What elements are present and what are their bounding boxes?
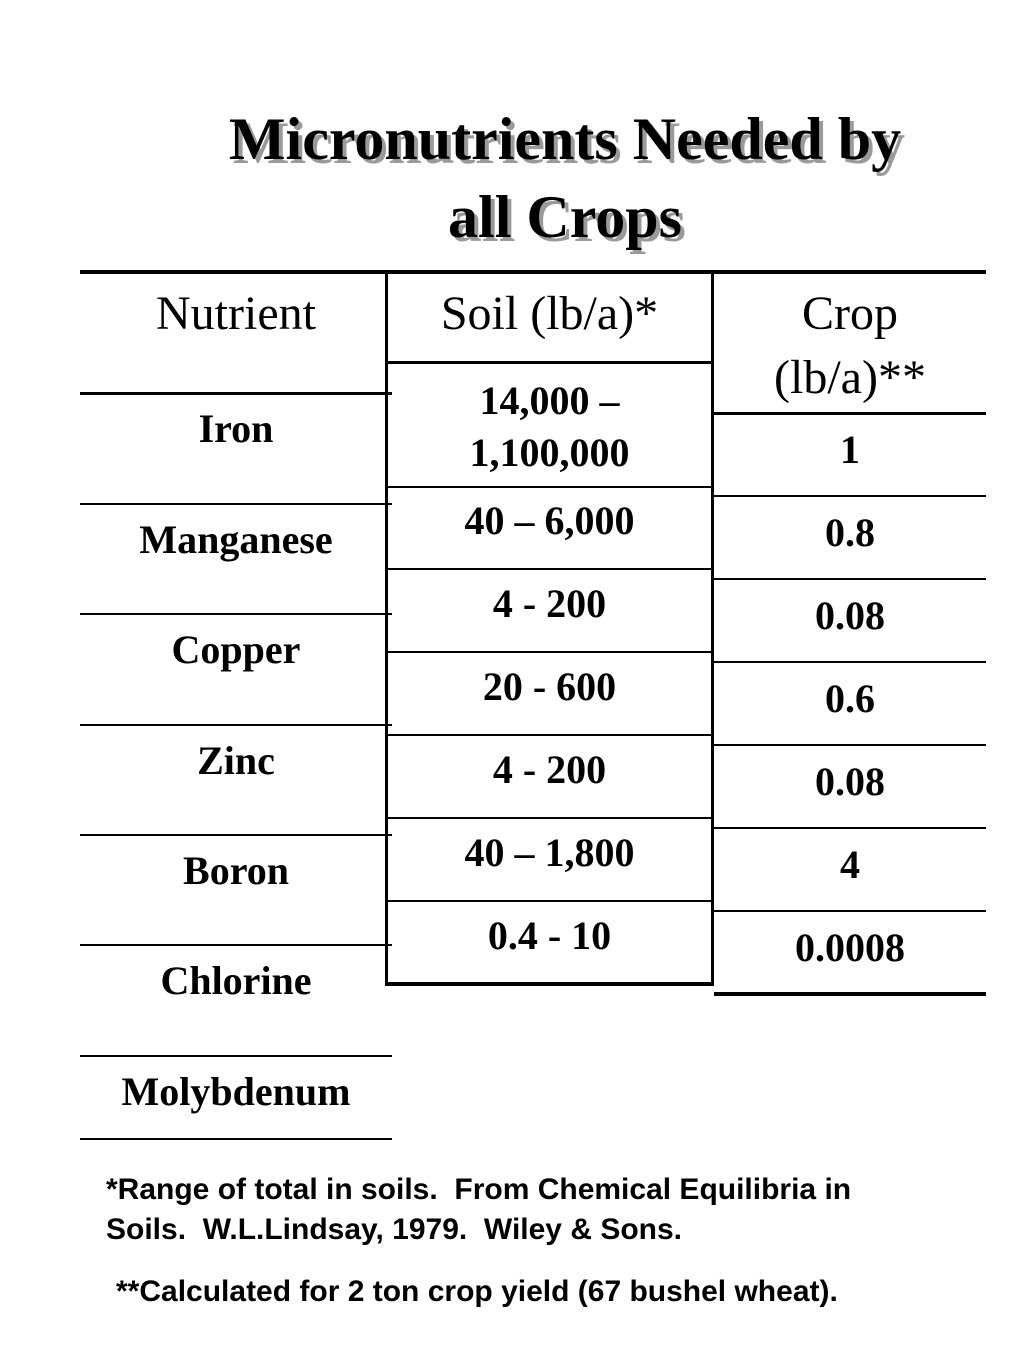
crop-row-rule — [714, 910, 986, 912]
soil-cell: 40 – 1,800 — [464, 830, 635, 875]
soil-row-rule — [385, 817, 714, 819]
nutrient-cell: Molybdenum — [121, 1069, 351, 1114]
crop-footnote: **Calculated for 2 ton crop yield (67 bushel wheat). — [116, 1275, 838, 1308]
crop-row-rule — [714, 495, 986, 497]
crop-row-rule — [714, 744, 986, 746]
soil-footnote-line-1: *Range of total in soils. From Chemical Equilibria in — [106, 1173, 852, 1206]
crop-cell: 0.8 — [825, 510, 875, 555]
soil-row-rule — [385, 900, 714, 902]
header-soil: Soil (lb/a)* — [440, 287, 659, 340]
header-crop-line-1: Crop — [802, 287, 898, 340]
nutrient-header-rule — [80, 392, 392, 395]
soil-cell: 4 - 200 — [492, 747, 607, 792]
crop-cell: 4 — [840, 842, 860, 887]
crop-row-rule — [714, 827, 986, 829]
soil-cell: 4 - 200 — [492, 581, 607, 626]
crop-row-rule — [714, 661, 986, 663]
header-crop-line-2: (lb/a)** — [774, 351, 926, 404]
soil-cell: 14,000 – 1,100,000 — [469, 378, 630, 475]
crop-bottom-rule — [714, 992, 986, 996]
crop-cell: 0.08 — [815, 759, 885, 804]
nutrient-cell: Manganese — [139, 517, 333, 562]
nutrient-cell: Copper — [171, 627, 301, 672]
soil-cell: 20 - 600 — [482, 664, 617, 709]
nutrient-row-rule — [80, 1055, 392, 1057]
nutrient-row-rule — [80, 834, 392, 836]
soil-footnote — [106, 1170, 986, 1250]
crop-cell: 0.0008 — [795, 925, 905, 970]
table-top-rule — [80, 270, 986, 274]
header-nutrient: Nutrient — [156, 287, 316, 340]
soil-header-rule — [385, 361, 714, 364]
soil-cell: 40 – 6,000 — [464, 498, 635, 543]
title-line-2: all Crops — [448, 184, 682, 250]
nutrient-row-rule — [80, 503, 392, 505]
soil-row-rule — [385, 734, 714, 736]
nutrient-cell: Chlorine — [160, 958, 312, 1003]
header-crop — [714, 282, 986, 410]
crop-cell: 0.6 — [825, 676, 875, 721]
crop-row-rule — [714, 578, 986, 580]
soil-row-rule — [385, 486, 714, 488]
crop-cell: 0.08 — [815, 593, 885, 638]
nutrient-cell: Zinc — [197, 738, 275, 783]
soil-row-rule — [385, 651, 714, 653]
crop-cell: 1 — [840, 427, 860, 472]
crop-header-rule — [714, 412, 986, 415]
nutrient-row-rule — [80, 944, 392, 946]
nutrient-bottom-rule — [80, 1138, 392, 1140]
soil-cell: 0.4 - 10 — [487, 913, 612, 958]
title-line-1: Micronutrients Needed by — [228, 106, 902, 172]
soil-row-rule — [385, 568, 714, 570]
page-title — [150, 100, 980, 256]
nutrient-row-rule — [80, 724, 392, 726]
soil-footnote-line-2: Soils. W.L.Lindsay, 1979. Wiley & Sons. — [106, 1213, 683, 1246]
nutrient-cell: Boron — [183, 848, 289, 893]
nutrient-row-rule — [80, 613, 392, 615]
nutrient-cell: Iron — [198, 406, 274, 451]
soil-bottom-rule — [385, 982, 714, 986]
